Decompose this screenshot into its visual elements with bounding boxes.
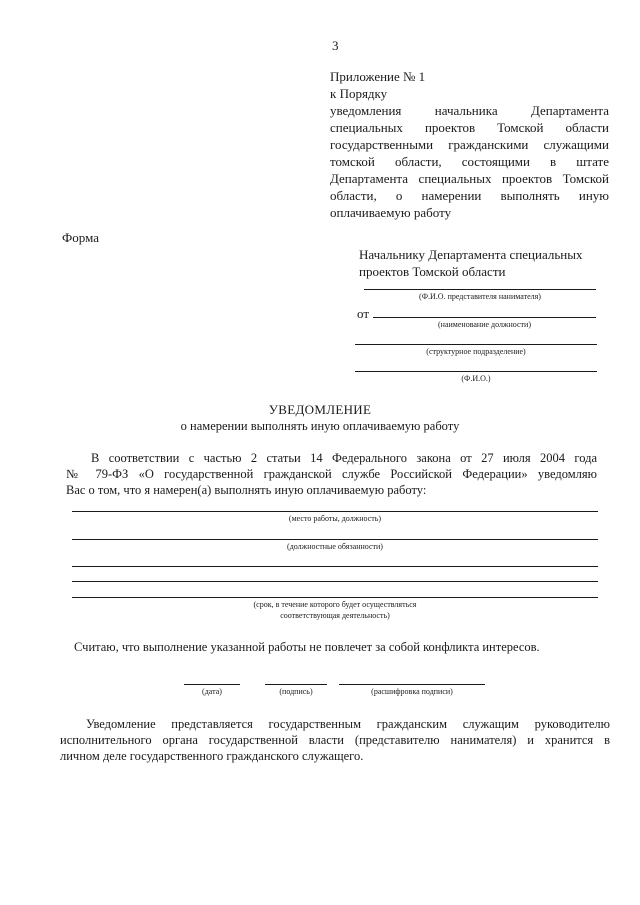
fio-caption: (Ф.И.О.) — [461, 374, 491, 383]
appendix-block — [330, 68, 609, 221]
paragraph-line: № 79-ФЗ «О государственной гражданской службе Российской Федерации» уведомляю — [66, 467, 597, 481]
decoding-caption: (расшифровка подписи) — [371, 687, 453, 696]
date-line[interactable] — [184, 684, 240, 685]
duties-line[interactable] — [72, 539, 598, 540]
closing-paragraph — [60, 716, 610, 764]
closing-last-line: личном деле государственного гражданского служащего. — [60, 749, 364, 763]
notice-title: УВЕДОМЛЕНИЕ — [268, 402, 372, 417]
term-line[interactable] — [72, 597, 598, 598]
appendix-line: области, о намерении выполнять иную — [330, 188, 609, 203]
appendix-line: Департамента специальных проектов Томской — [330, 171, 609, 186]
page-number: 3 — [332, 38, 339, 53]
duties-caption: (должностные обязанности) — [287, 542, 383, 551]
workplace-caption: (место работы, должность) — [288, 514, 382, 523]
fio-line[interactable] — [355, 371, 597, 372]
appendix-line: специальных проектов Томской области — [330, 120, 609, 135]
term-caption-2: соответствующая деятельность) — [280, 611, 390, 620]
addressee-line2: проектов Томской области — [359, 264, 506, 279]
term-caption-1: (срок, в течение которого будет осуществляться — [253, 600, 417, 609]
position-caption: (наименование должности) — [438, 320, 531, 329]
appendix-last-line: оплачиваемую работу — [330, 205, 452, 220]
form-label: Форма — [62, 230, 99, 245]
appendix-line2: к Порядку — [330, 86, 388, 101]
appendix-title: Приложение № 1 — [330, 69, 426, 84]
notice-paragraph — [66, 450, 597, 498]
from-label: от — [357, 306, 370, 321]
extra-line-1[interactable] — [72, 566, 598, 567]
addressee-line1: Начальнику Департамента специальных — [359, 247, 583, 262]
date-caption: (дата) — [202, 687, 222, 696]
appendix-line: томской области, состоящими в штате — [330, 154, 609, 169]
decoding-line[interactable] — [339, 684, 485, 685]
appendix-line: уведомления начальника Департамента — [330, 103, 609, 118]
paragraph-last-line: Вас о том, что я намерен(а) выполнять иную оплачиваемую работу: — [66, 483, 427, 497]
position-line[interactable] — [373, 317, 596, 318]
fio-rep-caption: (Ф.И.О. представителя нанимателя) — [419, 292, 541, 301]
closing-line: исполнительного органа государственной власти (представителю нанимателя) и хранится в — [60, 733, 610, 747]
paragraph-line: В соответствии с частью 2 статьи 14 Федерального закона от 27 июля 2004 года — [91, 451, 597, 465]
workplace-line[interactable] — [72, 511, 598, 512]
unit-caption: (структурное подразделение) — [426, 347, 526, 356]
extra-line-2[interactable] — [72, 581, 598, 582]
notice-subtitle: о намерении выполнять иную оплачиваемую работу — [180, 419, 460, 433]
signature-caption: (подпись) — [279, 687, 313, 696]
appendix-line: государственными гражданскими служащими — [330, 137, 609, 152]
conflict-statement: Считаю, что выполнение указанной работы не повлечет за собой конфликта интересов. — [74, 640, 540, 654]
signature-line[interactable] — [265, 684, 327, 685]
unit-line[interactable] — [355, 344, 597, 345]
closing-line: Уведомление представляется государственным гражданским служащим руководителю — [86, 717, 610, 731]
fio-rep-line[interactable] — [364, 289, 596, 290]
